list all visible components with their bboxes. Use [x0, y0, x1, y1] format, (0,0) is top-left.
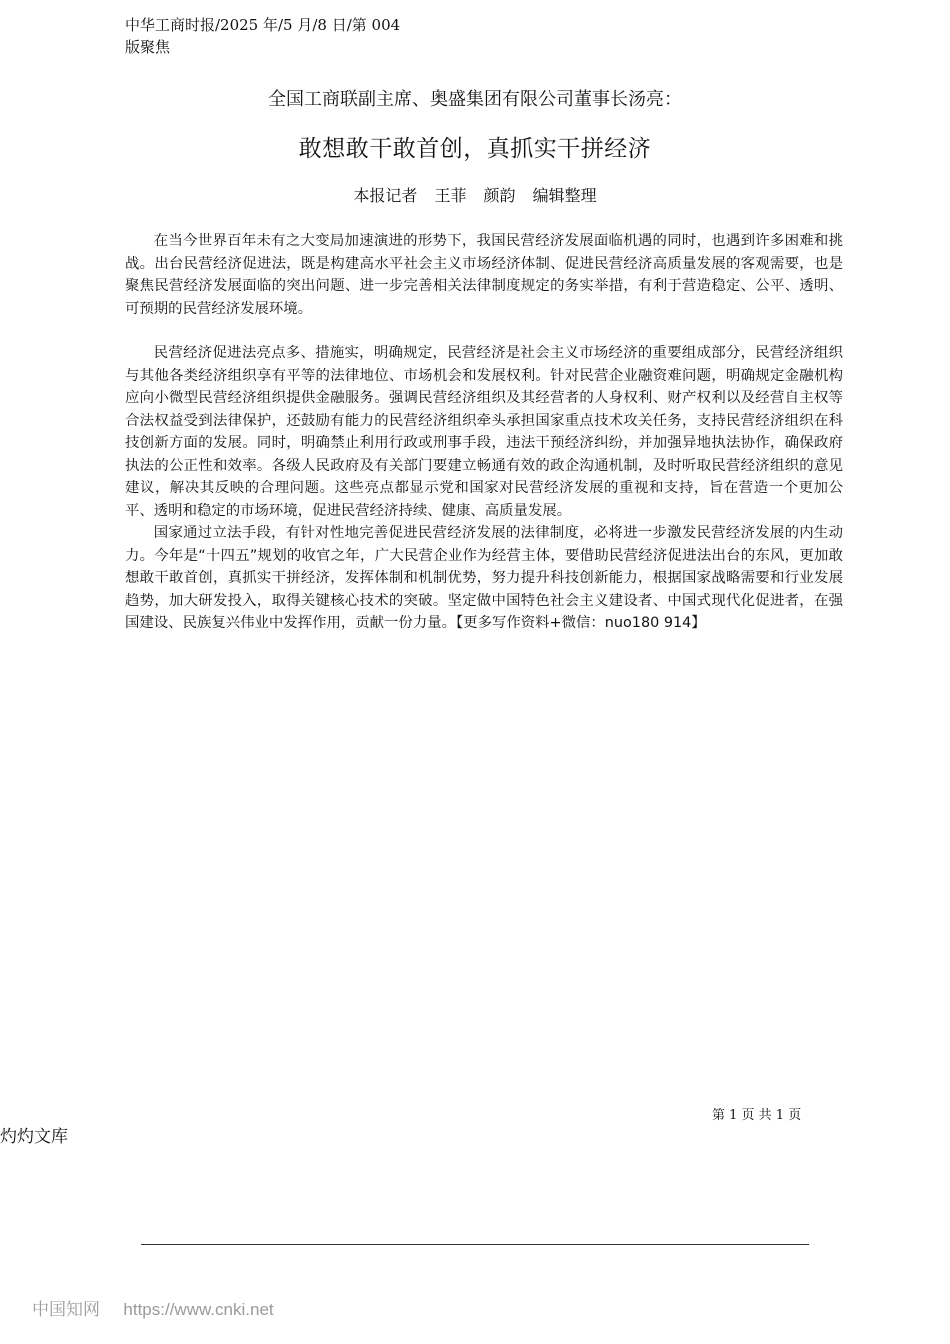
article-subheading: 全国工商联副主席、奥盛集团有限公司董事长汤亮： — [268, 89, 682, 110]
byline — [0, 183, 950, 206]
article-paragraph: 民营经济促进法亮点多、措施实，明确规定，民营经济是社会主义市场经济的重要组成部分，民营经济组织与其他各类经济组织享有平等的法律地位、市场机会和发展权利。针对民营企业融资难问题，明确规定金融机构应向小微型民营经济组织提供金融服务。强调民营经济组织及其经营者的人身权利、财产权利以及经营自主权等合法权益受到法律保护，还鼓励有能力的民营经济组织牵头承担国家重点技术攻关任务，支持民营经济组织在科技创新方面的发展。同时，明确禁止利用行政或刑事手段，违法干预经济纠纷，并加强异地执法协作，确保政府执法的公正性和效率。各级人民政府及有关部门要建立畅通有效的政企沟通机制，及时听取民营经济组织的意见建议，解决其反映的合理问题。这些亮点都显示党和国家对民营经济发展的重视和支持，旨在营造一个更加公平、透明和稳定的市场环境，促进民营经济持续、健康、高质量发展。 — [125, 345, 843, 519]
cnki-brand: 中国知网 — [32, 1300, 100, 1320]
source-citation — [125, 14, 400, 58]
source-line-1: 中华工商时报/2025 年/5 月/8 日/第 004 — [125, 16, 401, 34]
cnki-watermark — [32, 1295, 274, 1320]
byline-edit-note: 编辑整理 — [532, 186, 597, 205]
byline-author: 颜韵 — [483, 186, 516, 205]
article-title: 敢想敢干敢首创，真抓实干拼经济 — [298, 136, 652, 162]
article-paragraph: 在当今世界百年未有之大变局加速演进的形势下，我国民营经济发展面临机遇的同时，也遇到许多困难和挑战。出台民营经济促进法，既是构建高水平社会主义市场经济体制、促进民营经济高质量发展的客观需要，也是聚焦民营经济发展面临的突出问题、进一步完善相关法律制度规定的务实举措，有利于营造稳定、公平、透明、可预期的民营经济发展环境。 — [125, 233, 843, 317]
page-number: 第 1 页 共 1 页 — [712, 1108, 802, 1123]
cnki-url[interactable]: https://www.cnki.net — [123, 1300, 274, 1319]
library-watermark: 灼灼文库 — [0, 1127, 68, 1147]
source-line-2: 版聚焦 — [125, 38, 171, 56]
byline-role: 本报记者 — [353, 186, 418, 205]
article-paragraph: 国家通过立法手段，有针对性地完善促进民营经济发展的法律制度，必将进一步激发民营经济发展的内生动力。今年是“十四五”规划的收官之年，广大民营企业作为经营主体，要借助民营经济促进法出台的东风，更加敢想敢干敢首创，真抓实干拼经济，发挥体制和机制优势，努力提升科技创新能力，根据国家战略需要和行业发展趋势，加大研发投入，取得关键核心技术的突破。坚定做中国特色社会主义建设者、中国式现代化促进者，在强国建设、民族复兴伟业中发挥作用，贡献一份力量。【更多写作资料+微信：nuo180 914】 — [125, 525, 843, 631]
byline-author: 王菲 — [434, 186, 467, 205]
article-body — [125, 230, 843, 635]
footer-divider — [141, 1244, 809, 1245]
